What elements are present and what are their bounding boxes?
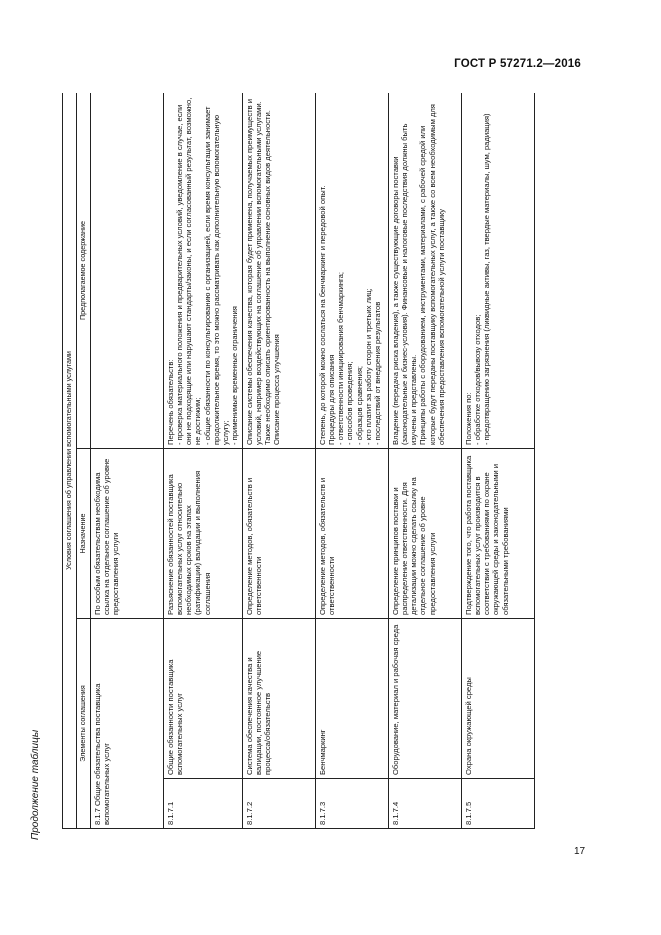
- content-line: - ответственности инициирования бенчмаркинга;: [336, 272, 346, 445]
- cell-content: [163, 93, 242, 449]
- cell-number: 8.1.7.3: [315, 779, 388, 829]
- cell-number: 8.1.7.5: [461, 779, 534, 829]
- standard-code: ГОСТ Р 57271.2—2016: [454, 58, 581, 70]
- cell-content: [315, 93, 388, 449]
- content-line: - кто платит за работу сторон и третьих лиц;: [363, 288, 373, 445]
- col-header-elements: Элементы соглашения: [76, 619, 90, 829]
- table-row: [90, 93, 163, 829]
- content-line: - общие обязанности по консультированию с организацией, если время консультации занимает продолжительное время, то это можно рассматривать как дополнительную вспомогательную услугу;: [202, 106, 231, 445]
- table-row: [315, 93, 388, 829]
- cell-element: Охрана окружающей среды: [461, 619, 534, 779]
- cell-purpose: Определение методов, обязательств и ответственности: [315, 449, 388, 619]
- content-line: Процедуры для описания: [326, 354, 336, 445]
- cell-element: Бенчмаркинг: [315, 619, 388, 779]
- cell-purpose: Определение принципов поставки и распределение ответственности. Для детализации можно сделать ссылку на отдельное соглашение об уровне предоставления услуги: [388, 449, 461, 619]
- cell-number: 8.1.7.2: [242, 779, 315, 829]
- content-line: Положения по:: [463, 392, 473, 445]
- content-line: Принципы работы с оборудованием, инструментами, материалами, с рабочей средой или которые будут переданы поставщику вспомогательных услуг, а также со всем необходимым для обеспечения предоставления вспомогательной услуги поставщику: [418, 104, 446, 445]
- cell-element: Система обеспечения качества и валидации, постоянное улучшение процесса/обязательств: [242, 619, 315, 779]
- content-line: Перечень обязательств:: [165, 359, 175, 445]
- table-row: [163, 93, 242, 829]
- cell-purpose: Определение методов, обязательств и ответственности: [242, 449, 315, 619]
- cell-element: Общие обязанности поставщика вспомогательных услуг: [163, 619, 242, 779]
- cell-element: 8.1.7 Общие обязательства поставщика вспомогательных услуг: [90, 619, 163, 829]
- table-row: [242, 93, 315, 829]
- cell-content: [388, 93, 461, 449]
- content-line: - проверка материального положения и предварительных условий, уведомление в случае, если они не подходящие или нарушают стандарты/законы, и если согласованный результат, возможно, не достижим;: [174, 97, 203, 445]
- content-line: - последствий от внедрения результатов: [373, 301, 383, 445]
- table-row: [461, 93, 534, 829]
- cell-content: [90, 93, 163, 449]
- col-header-content: Предполагаемое содержание: [76, 93, 90, 449]
- table-body: [90, 93, 534, 829]
- cell-content: [461, 93, 534, 449]
- cell-content: [242, 93, 315, 449]
- cell-purpose: Разъяснение обязанностей поставщика вспомогательных услуг относительно необходимых сроков на этапах (ратификации) валидации и выполнения соглашения: [163, 449, 242, 619]
- content-line: - обработке отходов/вывозу отходов;: [472, 314, 482, 445]
- content-line: Описание процесса улучшения: [272, 334, 282, 445]
- content-line: Владение (передача риска владения), а также существующие договоры поставки (законодательные и бизнес-условия). Финансовые и налоговые последствия должны быть изучены и представлены.: [390, 123, 419, 445]
- group-header: Условия соглашения об управлении вспомогательными услугами: [63, 93, 77, 829]
- page-number: 17: [574, 846, 586, 857]
- continuation-label: Продолжение таблицы: [30, 729, 41, 840]
- cell-purpose: По особым обязательствам необходима ссылка на отдельное соглашение об уровне предоставления услуги: [90, 449, 163, 619]
- table-row: [388, 93, 461, 829]
- col-header-purpose: Назначение: [76, 449, 90, 619]
- content-line: Степень, до которой можно сослаться на бенчмаркинг и передовой опыт.: [317, 185, 327, 445]
- cell-element: Оборудование, материал и рабочая среда: [388, 619, 461, 779]
- rotated-table-area: [62, 93, 602, 829]
- content-line: Описание системы обеспечения качества, которая будет применена, получаемых преимуществ и условий, например воздействующих на соглашение об управлении вспомогательными услугами. Также необходимо описать ориентированность на выполнение основных видов деятельности.: [244, 99, 273, 445]
- cell-number: 8.1.7.1: [163, 779, 242, 829]
- content-line: - образцов сравнения;: [354, 365, 364, 445]
- content-line: - способов проведения;: [345, 361, 355, 445]
- content-line: - применимые временные ограничения: [230, 306, 240, 445]
- agreement-table: [62, 93, 535, 829]
- content-line: - предотвращению загрязнения (ликвидные активы, газ, твердые материалы, шум, радиация): [482, 113, 492, 445]
- cell-purpose: Подтверждение того, что работа поставщика вспомогательных услуг производится в соответствии с требованиями по охране окружающей среды и законодательными и обязательными требованиями: [461, 449, 534, 619]
- cell-number: 8.1.7.4: [388, 779, 461, 829]
